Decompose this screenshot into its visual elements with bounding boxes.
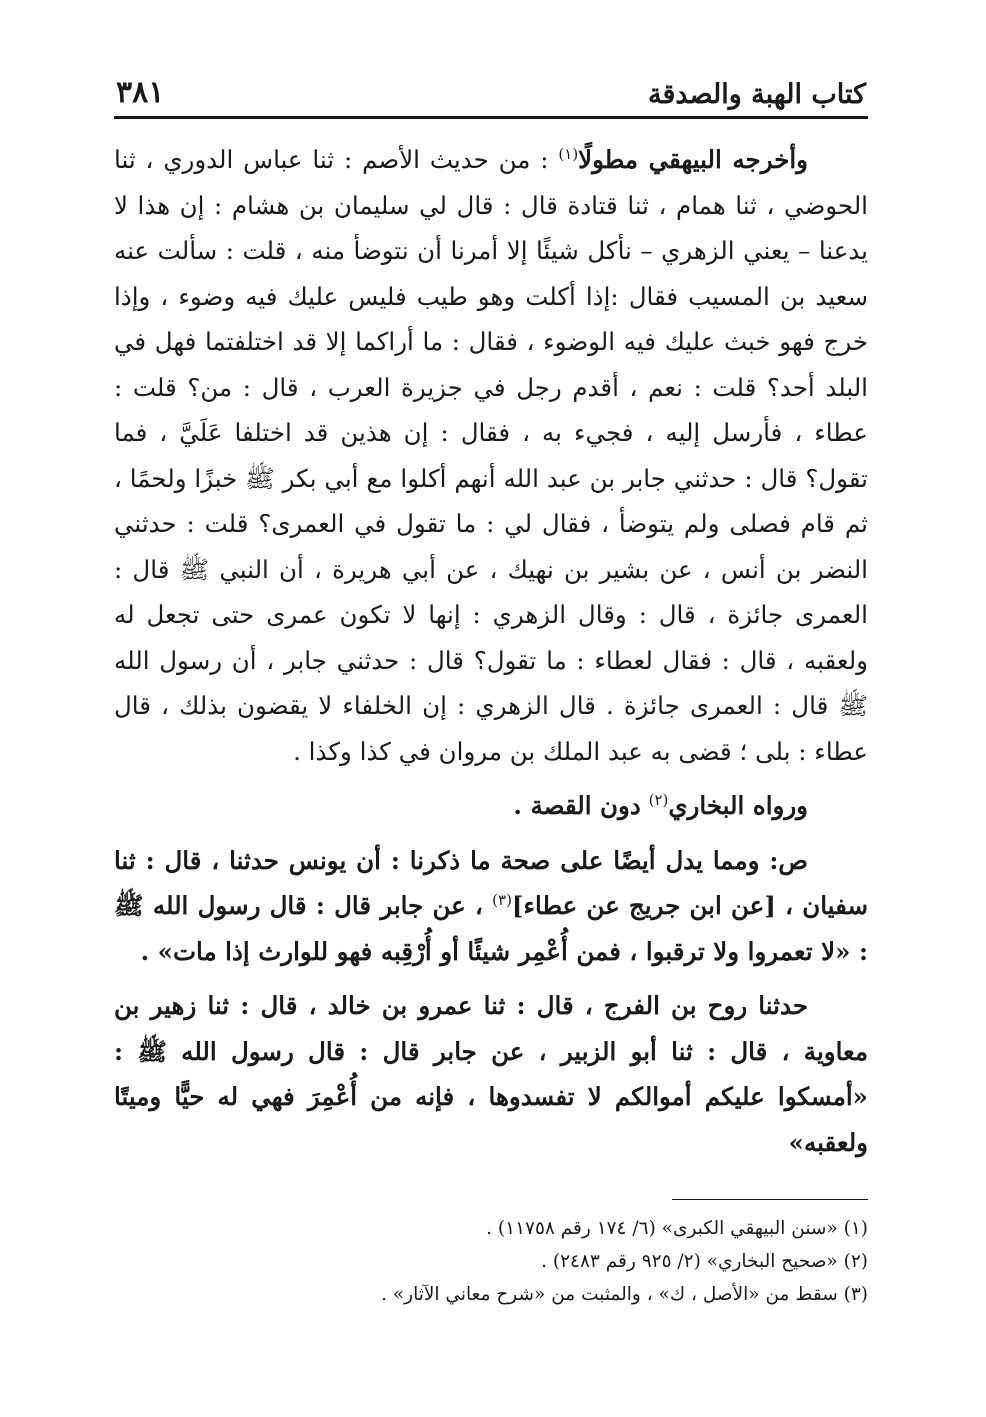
paragraph-text: ، عن جابر قال : قال رسول الله ﷺ : «لا تعمروا ولا ترقبوا ، فمن أُعْمِر شيئًا أو أُرْقِبه فهو للوارث إذا مات» .	[114, 891, 868, 966]
running-header	[114, 58, 868, 119]
paragraph-sad	[114, 838, 868, 975]
book-title: كتاب الهبة والصدقة	[648, 79, 866, 110]
footnote-1: (١) «سنن البيهقي الكبرى» (٦/ ١٧٤ رقم ١١٧٥٨) .	[486, 1218, 868, 1239]
paragraph-rawh	[114, 983, 868, 1165]
paragraph-text: : من حديث الأصم : ثنا عباس الدوري ، ثنا الحوضي ، ثنا همام ، ثنا قتادة قال : قال لي سليمان بن هشام : إن هذا لا يدعنا – يعني الزهري – نأكل شيئًا إلا أمرنا أن نتوضأ منه ، قلت : سألت عنه سعيد بن المسيب فقال :إذا أكلت وهو طيب فليس عليك فيه وضوء ، وإذا خرج فهو خبث عليك فيه الوضوء ، فقال : ما أراكما إلا قد اختلفتما فهل في البلد أحد؟ قلت : نعم ، أقدم رجل في جزيرة العرب ، قال : من؟ قلت : عطاء ، فأرسل إليه ، فجيء به ، فقال : إن هذين قد اختلفا عَلَيَّ ، فما تقول؟ قال : حدثني جابر بن عبد الله أنهم أكلوا مع أبي بكر ﷺ خبزًا ولحمًا ، ثم قام فصلى ولم يتوضأ ، فقال لي : ما تقول في العمرى؟ قلت : حدثني النضر بن أنس ، عن بشير بن نهيك ، عن أبي هريرة ، أن النبي ﷺ قال : العمرى جائزة ، قال : وقال الزهري : إنها لا تكون عمرى حتى تجعل له ولعقبه ، قال : فقال لعطاء : ما تقول؟ قال : حدثني جابر ، أن رسول الله ﷺ قال : العمرى جائزة . قال الزهري : إن الخلفاء لا يقضون بذلك ، قال عطاء : بلى ؛ قضى به عبد الملك بن مروان في كذا وكذا .	[114, 145, 868, 766]
footnote-2: (٢) «صحيح البخاري» (٢/ ٩٢٥ رقم ٢٤٨٣) .	[541, 1251, 868, 1272]
paragraph-text: حدثنا روح بن الفرج ، قال : ثنا عمرو بن خالد ، قال : ثنا زهير بن معاوية ، قال : ثنا أبو الزبير ، عن جابر قال : قال رسول الله ﷺ : «أمسكوا عليكم أموالكم لا تفسدوها ، فإنه من أُعْمِرَ فهي له حيًّا وميتًا ولعقبه»	[114, 991, 868, 1157]
paragraph-bukhari	[114, 783, 868, 829]
footnote-ref-1: (١)	[558, 144, 579, 163]
paragraph-text: ص: ومما يدل أيضًا على صحة ما ذكرنا : أن يونس حدثنا ، قال : ثنا سفيان ، [عن ابن جريج عن عطاء]	[114, 845, 868, 920]
page-number: ٣٨١	[116, 75, 165, 110]
footnote-ref-3: (٣)	[492, 890, 512, 909]
paragraph-lead: وأخرجه البيهقي مطولًا	[578, 145, 808, 174]
footnote-3: (٣) سقط من «الأصل ، ك» ، والمثبت من «شرح معاني الآثار» .	[381, 1284, 868, 1305]
main-text	[114, 137, 868, 1165]
footnote-divider	[672, 1199, 868, 1200]
footnotes	[114, 1212, 868, 1311]
footnote-ref-2: (٢)	[648, 790, 669, 809]
paragraph-lead: ورواه البخاري	[668, 791, 808, 820]
paragraph-text: دون القصة .	[513, 791, 641, 820]
paragraph-bayhaqi	[114, 137, 868, 774]
